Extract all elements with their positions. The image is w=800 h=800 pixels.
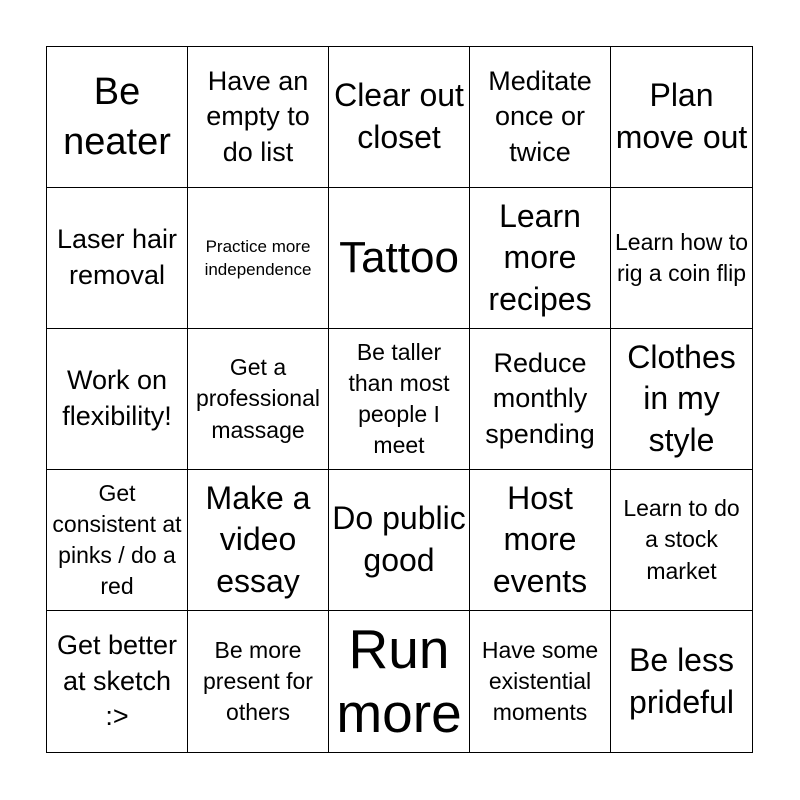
- bingo-cell-5[interactable]: Plan move out: [611, 47, 752, 188]
- bingo-cell-9[interactable]: Learn more recipes: [470, 188, 611, 329]
- bingo-cell-25[interactable]: Be less prideful: [629, 641, 734, 720]
- bingo-cell-2[interactable]: Have an empty to do list: [188, 47, 329, 188]
- bingo-cell-8[interactable]: Tattoo: [329, 188, 470, 329]
- bingo-cell-6[interactable]: Laser hair removal: [47, 188, 188, 329]
- bingo-cell-20[interactable]: Learn to do a stock market: [611, 470, 752, 611]
- bingo-cell-24[interactable]: Have some existential moments: [470, 611, 611, 752]
- bingo-cell-7[interactable]: Practice more independence: [188, 188, 329, 329]
- bingo-cell-23[interactable]: Run more: [329, 611, 470, 752]
- bingo-cell-17[interactable]: Make a video essay: [188, 470, 329, 611]
- bingo-cell-16[interactable]: Get consistent at pinks / do a red: [47, 470, 188, 611]
- bingo-cell-10[interactable]: Learn how to rig a coin flip: [611, 188, 752, 329]
- bingo-cell-14[interactable]: Reduce monthly spending: [470, 329, 611, 470]
- bingo-cell-3[interactable]: Clear out closet: [329, 47, 470, 188]
- bingo-cell-21[interactable]: Get better at sketch :>: [47, 611, 188, 752]
- bingo-cell-4[interactable]: Meditate once or twice: [470, 47, 611, 188]
- bingo-cell-18[interactable]: Do public good: [329, 470, 470, 611]
- bingo-cell-13[interactable]: Be taller than most people I meet: [329, 329, 470, 470]
- bingo-cell-12[interactable]: Get a professional massage: [188, 329, 329, 470]
- bingo-cell-22[interactable]: Be more present for others: [188, 611, 329, 752]
- bingo-cell-15[interactable]: Clothes in my style: [611, 329, 752, 470]
- bingo-cell-11[interactable]: Work on flexibility!: [47, 329, 188, 470]
- bingo-board: [46, 46, 753, 753]
- bingo-cell-1[interactable]: Be neater: [47, 47, 188, 188]
- bingo-cell-19[interactable]: Host more events: [470, 470, 611, 611]
